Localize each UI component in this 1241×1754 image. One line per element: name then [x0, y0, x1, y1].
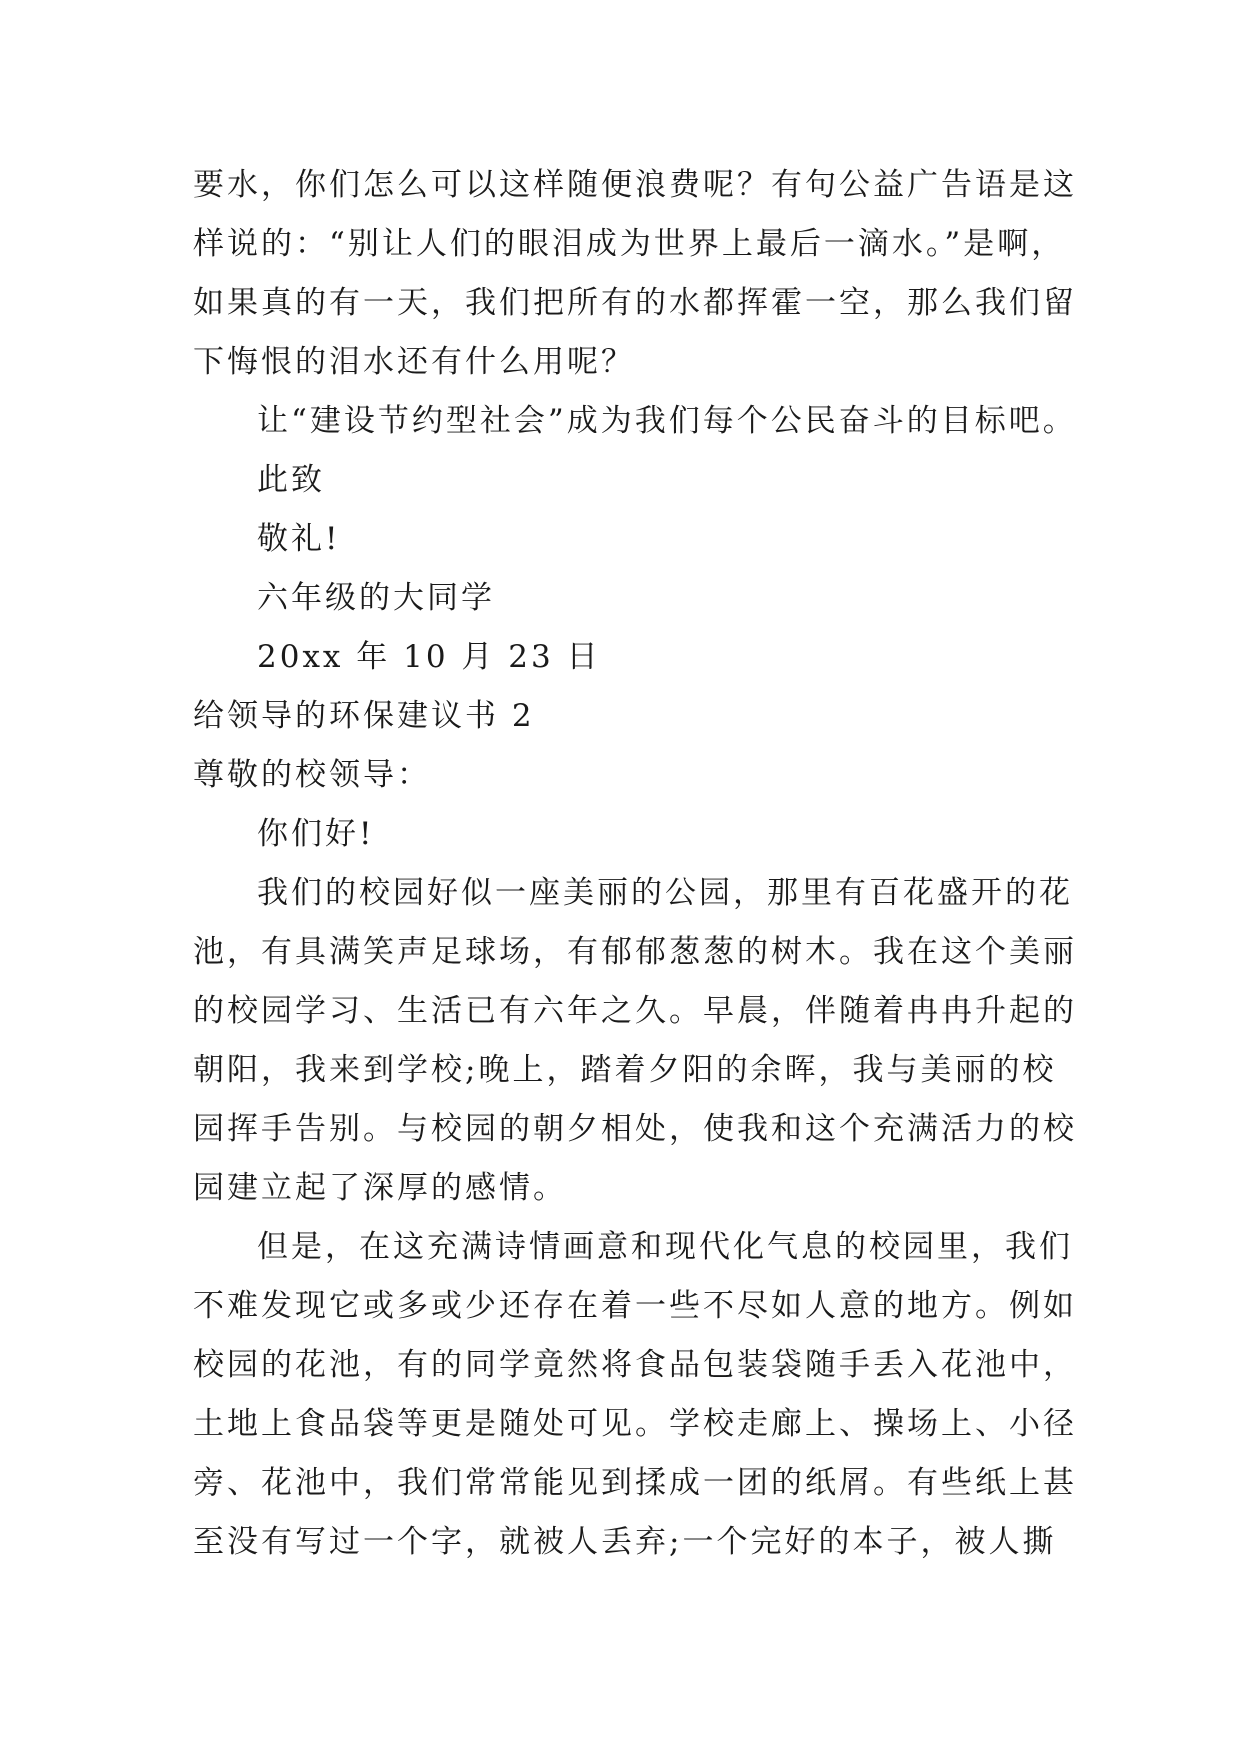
closing-regards: 敬礼!	[257, 521, 341, 557]
signature: 六年级的大同学	[257, 580, 495, 616]
section-title: 给领导的环保建议书 2	[193, 698, 535, 734]
paragraph-line: 但是，在这充满诗情画意和现代化气息的校园里，我们	[257, 1229, 1073, 1265]
paragraph-line: 朝阳，我来到学校;晚上，踏着夕阳的余晖，我与美丽的校	[193, 1052, 1057, 1088]
paragraph-line: 我们的校园好似一座美丽的公园，那里有百花盛开的花	[257, 875, 1073, 911]
greeting: 你们好!	[257, 816, 375, 852]
paragraph-line: 不难发现它或多或少还存在着一些不尽如人意的地方。例如	[193, 1288, 1077, 1324]
paragraph-line: 样说的：“别让人们的眼泪成为世界上最后一滴水。”是啊，	[193, 226, 1066, 262]
paragraph-line: 让“建设节约型社会”成为我们每个公民奋斗的目标吧。	[257, 403, 1077, 439]
paragraph-line: 如果真的有一天，我们把所有的水都挥霍一空，那么我们留	[193, 285, 1077, 321]
paragraph-line: 至没有写过一个字，就被人丢弃;一个完好的本子，被人撕	[193, 1524, 1057, 1560]
paragraph-line: 旁、花池中，我们常常能见到揉成一团的纸屑。有些纸上甚	[193, 1465, 1077, 1501]
paragraph-line: 校园的花池，有的同学竟然将食品包装袋随手丢入花池中，	[193, 1347, 1077, 1383]
salutation: 尊敬的校领导：	[193, 757, 431, 793]
paragraph-line: 池，有具满笑声足球场，有郁郁葱葱的树木。我在这个美丽	[193, 934, 1077, 970]
paragraph-line: 下悔恨的泪水还有什么用呢？	[193, 344, 635, 380]
closing-salutation: 此致	[257, 462, 325, 498]
paragraph-line: 土地上食品袋等更是随处可见。学校走廊上、操场上、小径	[193, 1406, 1077, 1442]
paragraph-line: 要水，你们怎么可以这样随便浪费呢？有句公益广告语是这	[193, 167, 1077, 203]
paragraph-line: 园建立起了深厚的感情。	[193, 1170, 567, 1206]
paragraph-line: 园挥手告别。与校园的朝夕相处，使我和这个充满活力的校	[193, 1111, 1077, 1147]
paragraph-line: 的校园学习、生活已有六年之久。早晨，伴随着冉冉升起的	[193, 993, 1077, 1029]
letter-date: 20xx 年 10 月 23 日	[257, 639, 601, 675]
